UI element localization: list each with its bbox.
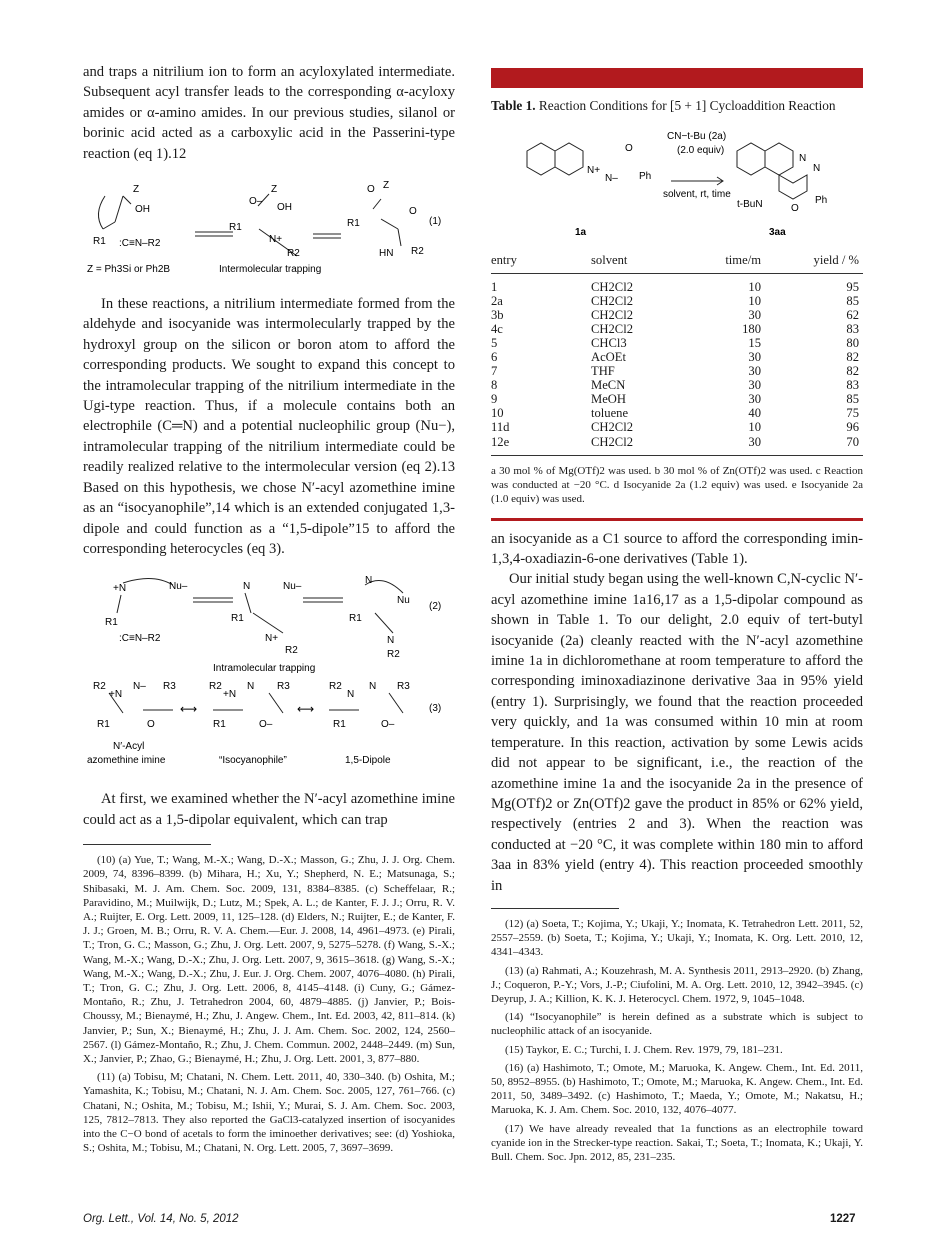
- left-paragraph-1: and traps a nitrilium ion to form an acyloxylated intermediate. Subsequent acyl transfer leads to the corresponding α-acyloxy amides or α-amino amides. In our previous studies, silanol or borinic acid acted as a carboxylic acid in the Passerini-type reaction (eq 1).12: [83, 64, 455, 162]
- eq1-z: Z: [133, 184, 140, 196]
- eq1-caption-trap: Intermolecular trapping: [219, 264, 322, 276]
- eq1-r2b: R2: [411, 246, 424, 258]
- scheme-reagent: CN−t-Bu (2a): [667, 130, 727, 142]
- cell-solvent: AcOEt: [591, 349, 626, 364]
- eq3-nplus-a: +N: [109, 689, 123, 701]
- table-row: [491, 294, 863, 308]
- footnote-12: (12) (a) Soeta, T.; Kojima, Y.; Ukaji, Y.; Inomata, K. Tetrahedron Lett. 2011, 52, 2557–2559. (b) Soeta, T.; Kojima, Y.; Ukaji, Y.; Inomata, K. Org. Lett. 2010, 12, 4341–4343.: [491, 917, 863, 959]
- header-time: time/m: [691, 251, 769, 274]
- eq3-nb: N: [247, 681, 255, 693]
- cell-time: 10: [748, 420, 761, 435]
- eq3-r1a: R1: [97, 719, 110, 731]
- eq1-z2: Z: [271, 184, 278, 196]
- cell-time: 15: [748, 335, 761, 350]
- cell-solvent: CH2Cl2: [591, 293, 633, 308]
- header-solvent: solvent: [591, 251, 691, 274]
- footnote-16: (16) (a) Hashimoto, T.; Omote, M.; Maruoka, K. Angew. Chem., Int. Ed. 2011, 50, 8952–8955. (b) Hashimoto, T.; Omote, M.; Maruoka, K. Angew. Chem., Int. Ed. 2011, 50, 3489–3492. (c) Hashimoto, T.; Maeda, Y.; Omote, M.; Nakatsu, H.; Maruoka, K. J. Am. Chem. Soc. 2010, 132, 4076–4077.: [491, 1061, 863, 1117]
- eq3-r2c: R2: [329, 681, 342, 693]
- footnote-separator-right: [491, 908, 619, 909]
- cell-yield: 62: [846, 307, 859, 322]
- table-row: [491, 308, 863, 322]
- eq3-label: (3): [429, 703, 442, 715]
- eq3-resonance-arrow-1: ⟷: [180, 702, 198, 717]
- eq3-oc: O–: [381, 719, 395, 731]
- scheme-n2: N: [813, 162, 821, 174]
- cell-time: 30: [691, 435, 769, 456]
- cell-entry: 12e: [491, 435, 591, 456]
- cell-solvent: CH2Cl2: [591, 435, 691, 456]
- eq3-caption-3: 1,5-Dipole: [345, 755, 391, 767]
- eq2-nu: Nu–: [169, 581, 188, 593]
- eq3-caption-1b: azomethine imine: [87, 755, 166, 767]
- eq1-label: (1): [429, 216, 442, 228]
- footer-page-number: 1227: [830, 1213, 856, 1225]
- cell-entry: 11d: [491, 420, 510, 435]
- eq2-label: (2): [429, 601, 442, 613]
- footer-journal: Org. Lett., Vol. 14, No. 5, 2012: [83, 1213, 239, 1225]
- table-row: [491, 273, 863, 294]
- scheme-ph2: Ph: [815, 194, 828, 206]
- right-paragraph-2: Our initial study began using the well-known C,N-cyclic N′-acyl azomethine imine 1a16,17 as a 1,5-dipolar compound as shown in Table 1. To our delight, 2.0 equiv of tert-butyl isocyanide (2a) cleanly reacted with the N′-acyl azomethine imine 1a in dichloromethane at room temperature to afford the corresponding iminoxadiazinone derivative 3aa in 95% yield (entry 1). Surprisingly, we found that the reaction proceeded very quickly, and 1a was consumed within 10 min at room temperature. In this reaction, activation by some Lewis acids did not appear to be significant, i.e., the reaction of the azomethine imine 1a and the isocyanide 2a in the presence of Mg(OTf)2 or Zn(OTf)2 gave the product in 85% or 62% yield, respectively (entries 2 and 3). When the reaction was conducted at −20 °C, it was complete within 180 min to afford 3aa in 83% yield (entry 4). This reaction proceeded smoothly in: [491, 571, 863, 894]
- eq2-r1b: R1: [231, 613, 244, 625]
- eq2-caption: Intramolecular trapping: [213, 663, 316, 675]
- eq3-r2b: R2: [209, 681, 222, 693]
- right-paragraph-1: an isocyanide as a C1 source to afford the corresponding imin-1,3,4-oxadiazin-6-one derivatives (Table 1).: [491, 530, 863, 568]
- equation-1: [83, 174, 455, 278]
- equations-2-3: [83, 573, 455, 773]
- table-header-row: [491, 251, 863, 274]
- eq3-r3b: R3: [277, 681, 290, 693]
- eq3-nminus-a: N–: [133, 681, 146, 693]
- cell-solvent: THF: [591, 364, 615, 379]
- eq1-o-minus: O–: [249, 196, 263, 208]
- cell-time: 30: [748, 378, 761, 393]
- cell-yield: 95: [846, 279, 859, 294]
- table-scheme-drawing: [491, 121, 863, 241]
- cell-time: 10: [748, 279, 761, 294]
- scheme-equiv: (2.0 equiv): [677, 144, 725, 156]
- footnote-13: (13) (a) Rahmati, A.; Kouzehrash, M. A. Synthesis 2011, 2913–2920. (b) Zhang, J.; Coqueron, P.-Y.; Vors, J.-P.; Ciufolini, M. A. Org. Lett. 2010, 12, 3942–3945. (c) Deyrup, J. A.; Killion, K. K. J. Heterocycl. Chem. 1972, 9, 1045–1048.: [491, 964, 863, 1005]
- scheme-sm-label: 1a: [575, 226, 587, 238]
- eq2-n4: N: [387, 635, 395, 647]
- table-caption-text: Reaction Conditions for [5 + 1] Cycloaddition Reaction: [535, 98, 836, 113]
- table-caption: [491, 98, 863, 115]
- eq1-z3: Z: [383, 180, 390, 192]
- cell-time: 40: [748, 406, 761, 421]
- left-paragraph-3: At first, we examined whether the N′-acyl azomethine imine could act as a 1,5-dipolar equivalent, which can trap: [83, 791, 455, 828]
- cell-yield: 82: [846, 349, 859, 364]
- left-paragraph-2: In these reactions, a nitrilium intermediate formed from the aldehyde and isocyanide was intermolecularly trapped by the hydroxyl group on the silicon or boron atom to afford the corresponding products. We sought to expand this concept to the intramolecular trapping of the nitrilium intermediate in the Ugi-type reaction. Thus, if a molecule contains both an electrophile (C═N) and a potential nucleophilic group (Nu−), intramolecular trapping of the nitrilium intermediate could be readily realized relative to the intermolecular version (eq 2).13 Based on this hypothesis, we chose N′-acyl azomethine imine as an “isocyanophile”,14 which is an extended conjugated 1,3-dipole and could function as a “1,5-dipole”15 to afford the corresponding heterocycles (eq 3).: [83, 296, 455, 557]
- table-row: [491, 435, 863, 456]
- eq1-oh2: OH: [277, 202, 292, 214]
- header-yield: yield / %: [769, 251, 863, 274]
- table-row: [491, 392, 863, 406]
- table-bottom-bar: [491, 518, 863, 521]
- eq3-r1b: R1: [213, 719, 226, 731]
- eq1-o4: O: [409, 206, 417, 218]
- cell-yield: 70: [769, 435, 863, 456]
- cell-solvent: CH2Cl2: [591, 321, 633, 336]
- cell-yield: 83: [846, 321, 859, 336]
- eq1-r2: R2: [287, 248, 300, 260]
- cell-solvent: CH2Cl2: [591, 420, 633, 435]
- eq3-caption-2: “Isocyanophile”: [219, 755, 287, 767]
- eq1-hn: HN: [379, 248, 394, 260]
- eq1-r1c: R1: [347, 218, 360, 230]
- cell-time: 10: [748, 293, 761, 308]
- scheme-tbun: t-BuN: [737, 198, 763, 210]
- footnote-15: (15) Taykor, E. C.; Turchi, I. J. Chem. Rev. 1979, 79, 181–231.: [505, 1043, 783, 1056]
- eq3-ob: O–: [259, 719, 273, 731]
- table-row: [491, 406, 863, 420]
- eq2-nu3: Nu: [397, 595, 410, 607]
- eq2-r1c: R1: [349, 613, 362, 625]
- table-body: [491, 273, 863, 455]
- cell-time: 30: [748, 307, 761, 322]
- cell-solvent: CH2Cl2: [591, 279, 633, 294]
- table-row: [491, 378, 863, 392]
- cell-entry: 7: [491, 364, 498, 379]
- cell-solvent: MeOH: [591, 392, 626, 407]
- eq3-nplus-b: +N: [223, 689, 237, 701]
- header-entry: entry: [491, 251, 591, 274]
- table-row: [491, 350, 863, 364]
- cell-solvent: CH2Cl2: [591, 307, 633, 322]
- cell-entry: 4c: [491, 321, 503, 336]
- cell-time: 30: [748, 392, 761, 407]
- table-row: [491, 322, 863, 336]
- eq1-r1b: R1: [229, 222, 242, 234]
- eq1-o3: O: [367, 184, 375, 196]
- eq2-r1: R1: [105, 617, 118, 629]
- eq2-n2: N: [243, 581, 251, 593]
- scheme-nplus: N+: [587, 164, 601, 176]
- eq3-r3a: R3: [163, 681, 176, 693]
- eq3-r3c: R3: [397, 681, 410, 693]
- cell-entry: 3b: [491, 307, 504, 322]
- table-scheme: [491, 121, 863, 241]
- eq1-nplus: N+: [269, 234, 283, 246]
- eq3-r2a: R2: [93, 681, 106, 693]
- scheme-ph: Ph: [639, 170, 652, 182]
- eq2-isocyanide: :C≡N–R2: [119, 633, 161, 645]
- cell-solvent: CHCl3: [591, 335, 627, 350]
- cell-yield: 85: [846, 293, 859, 308]
- cell-entry: 9: [491, 392, 498, 407]
- footnote-11: (11) (a) Tobisu, M; Chatani, N. Chem. Lett. 2011, 40, 330–340. (b) Oshita, M.; Yamashita, K.; Tobisu, M.; Chatani, N. J. Am. Chem. Soc. 2005, 127, 761–766. (c) Chatani, N.; Oshita, M.; Tobisu, M.; Ishii, Y.; Murai, S. J. Am. Chem. Soc. 2003, 125, 7812–7813. They also reported the GaCl3-catalyzed insertion of isocyanides into the C−O bond of acetals to form the iminoether derivatives; see: (d) Yoshioka, S.; Oshita, M.; Tobisu, M.; Chatani, N. Org. Lett. 2005, 7, 3697–3699.: [83, 1071, 455, 1155]
- eq3-oa: O: [147, 719, 155, 731]
- table-row: [491, 364, 863, 378]
- table-footnote: a 30 mol % of Mg(OTf)2 was used. b 30 mol % of Zn(OTf)2 was used. c Reaction was conducted at −20 °C. d Isocyanide 2a (1.2 equiv) was used. e Isocyanide 2a (1.0 equiv) was used.: [491, 464, 863, 505]
- eq2-nplus: +N: [113, 583, 127, 595]
- cell-yield: 85: [846, 392, 859, 407]
- eq2-nplus2: N+: [265, 633, 279, 645]
- scheme-product-label: 3aa: [769, 226, 786, 238]
- eq1-isocyanide: :C≡N–R2: [119, 238, 161, 250]
- eq3-nc2: N: [369, 681, 377, 693]
- cell-yield: 83: [846, 378, 859, 393]
- scheme-conditions: solvent, rt, time: [663, 188, 731, 200]
- cell-entry: 5: [491, 335, 498, 350]
- eq1-oh: OH: [135, 204, 150, 216]
- equation-1-scheme: [83, 174, 455, 278]
- cell-entry: 2a: [491, 293, 503, 308]
- cell-solvent: toluene: [591, 406, 629, 421]
- eq2-r2c: R2: [387, 649, 400, 661]
- table-row: [491, 420, 863, 434]
- scheme-o2: O: [791, 202, 799, 214]
- table-row: [491, 336, 863, 350]
- footnote-17: (17) We have already revealed that 1a functions as an electrophile toward cyanide ion in the Strecker-type reaction. Sakai, T.; Soeta, T.; Inomata, K.; Ukaji, Y. Bull. Chem. Soc. Jpn. 2012, 85, 231–235.: [491, 1122, 863, 1163]
- eq2-nu2: Nu–: [283, 581, 302, 593]
- eq3-r1c: R1: [333, 719, 346, 731]
- left-column: [83, 62, 455, 1155]
- footnote-14: (14) “Isocyanophile” is herein defined as a substrate which is subject to nucleophilic attack of an isocyanide.: [491, 1011, 863, 1038]
- eq3-nc: N: [347, 689, 355, 701]
- cell-yield: 96: [846, 420, 859, 435]
- eq3-caption-1: N′-Acyl: [113, 741, 145, 753]
- eq3-resonance-arrow-2: ⟷: [297, 702, 315, 717]
- conditions-table: [491, 251, 863, 456]
- eq2-n3: N: [365, 575, 373, 587]
- scheme-n: N: [799, 152, 807, 164]
- scheme-nminus: N–: [605, 172, 618, 184]
- cell-yield: 82: [846, 364, 859, 379]
- eq2-r2: R2: [285, 645, 298, 657]
- table-caption-label: Table 1.: [491, 98, 536, 113]
- cell-yield: 75: [846, 406, 859, 421]
- right-column: [491, 68, 863, 1164]
- cell-yield: 80: [846, 335, 859, 350]
- equations-2-3-scheme: [83, 573, 455, 773]
- cell-entry: 6: [491, 349, 498, 364]
- table-header-bar: [491, 68, 863, 88]
- eq1-caption-z: Z = Ph3Si or Ph2B: [87, 264, 171, 276]
- footnote-separator-left: [83, 844, 211, 845]
- cell-solvent: MeCN: [591, 378, 626, 393]
- cell-time: 30: [748, 364, 761, 379]
- scheme-o: O: [625, 142, 633, 154]
- cell-time: 180: [742, 321, 761, 336]
- cell-entry: 1: [491, 279, 498, 294]
- eq1-r1: R1: [93, 236, 106, 248]
- cell-time: 30: [748, 349, 761, 364]
- cell-entry: 10: [491, 406, 504, 421]
- cell-entry: 8: [491, 378, 498, 393]
- footnote-10: (10) (a) Yue, T.; Wang, M.-X.; Wang, D.-X.; Masson, G.; Zhu, J. J. Org. Chem. 2009, 74, 8396–8399. (b) Mihara, H.; Xu, Y.; Shepherd, N. E.; Matsunaga, S.; Shibasaki, M. J. Am. Chem. Soc. 2009, 131, 8384–8385. (c) Scheffelaar, R.; Paravidino, M.; Muilwijk, D.; Lutz, M.; Spek, A. L.; de Kanter, F. J. J.; Orru, R. V. A.; Ruijter, E. Org. Lett. 2009, 11, 125–128. (d) Elders, N.; Ruijter, E.; de Kanter, F. J. J.; Groen, M. B.; Orru, R. V. A. Chem.—Eur. J. 2008, 14, 4961–4973. (e) Pirali, T.; Tron, G. C.; Masson, G.; Zhu, J. Org. Lett. 2007, 9, 5275–5278. (f) Wang, S.-X.; Wang, M.-X.; Wang, D.-X.; Zhu, J. Org. Lett. 2007, 9, 3615–3618. (g) Wang, S.-X.; Wang, M.-X.; Wang, D.-X.; Zhu, J. Eur. J. Org. Chem. 2007, 4076–4080. (h) Pirali, T.; Tron, G. C.; Zhu, J. Org. Lett. 2006, 8, 4145–4148. (i) Cuny, G.; Gámez-Montaño, R.; Zhu, J. Tetrahedron 2004, 60, 4879–4885. (j) Janvier, P.; Bois-Choussy, M.; Bienaymé, H.; Zhu, J. Angew. Chem., Int. Ed. 2003, 42, 811–814. (k) Janvier, P.; Sun, X.; Bienaymé, H.; Zhu, J. J. Am. Chem. Soc. 2002, 124, 2560–2567. (l) Gámez-Montaño, R.; Zhu, J. Chem. Commun. 2002, 2448–2449. (m) Sun, X.; Janvier, P.; Zhao, G.; Bienaymé, H.; Zhu, J. Org. Lett. 2001, 3, 877–880.: [83, 854, 455, 1065]
